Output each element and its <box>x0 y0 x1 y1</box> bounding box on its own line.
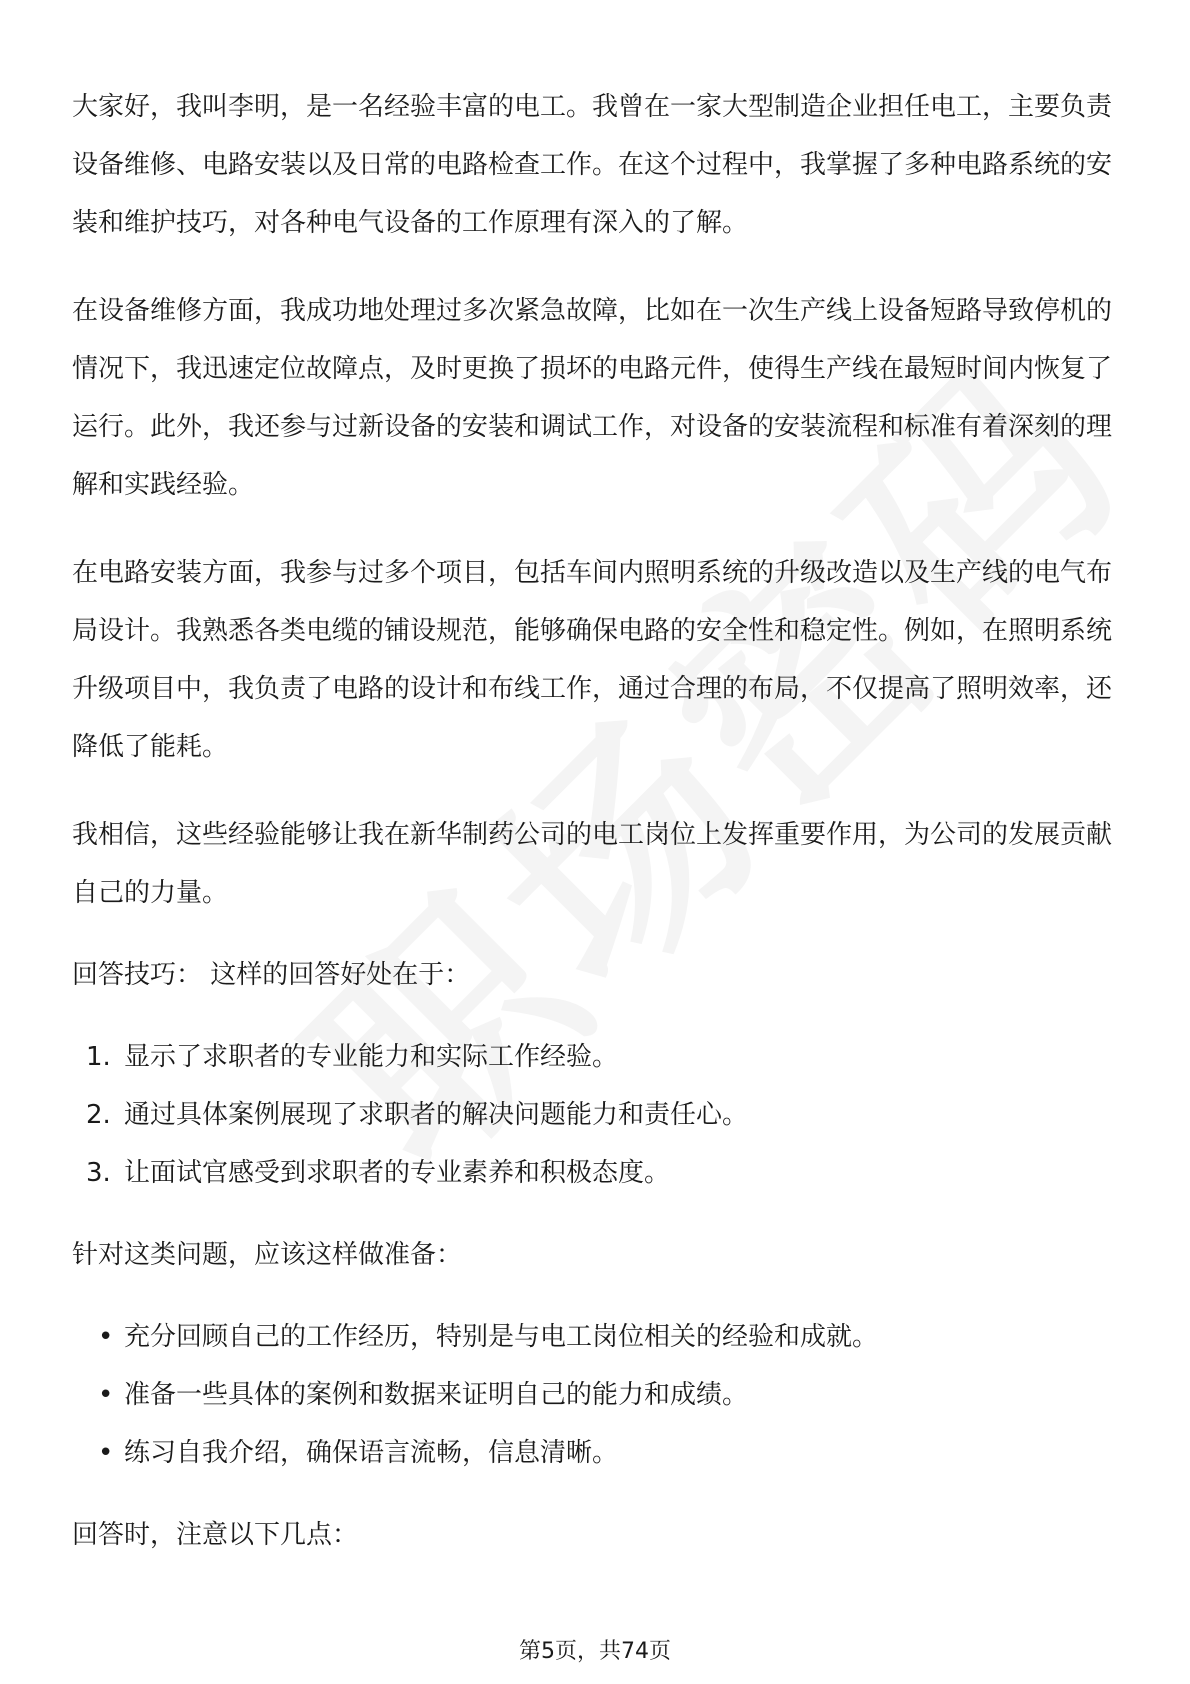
list-number: 3. <box>86 1158 111 1188</box>
list-number: 1. <box>86 1042 111 1072</box>
list-item-text: 通过具体案例展现了求职者的解决问题能力和责任心。 <box>124 1100 749 1130</box>
paragraph-conclusion: 我相信，这些经验能够让我在新华制药公司的电工岗位上发挥重要作用，为公司的发展贡献自己的力量。 <box>72 820 1113 908</box>
paragraph-installation: 在电路安装方面，我参与过多个项目，包括车间内照明系统的升级改造以及生产线的电气布局设计。我熟悉各类电缆的铺设规范，能够确保电路的安全性和稳定性。例如，在照明系统升级项目中，我负责了电路的设计和布线工作，通过合理的布局，不仅提高了照明效率，还降低了能耗。 <box>72 558 1113 762</box>
page-content <box>72 78 1122 1564</box>
list-item <box>72 1028 1122 1086</box>
list-item-text: 显示了求职者的专业能力和实际工作经验。 <box>124 1042 619 1072</box>
list-item-text: 练习自我介绍，确保语言流畅，信息清晰。 <box>124 1438 619 1468</box>
list-item <box>72 1086 1122 1144</box>
prep-list <box>72 1308 1122 1482</box>
tips-heading: 回答技巧： 这样的回答好处在于： <box>72 960 471 990</box>
prep-heading: 针对这类问题，应该这样做准备： <box>72 1240 463 1270</box>
page-footer: 第5页，共74页 <box>519 1639 671 1664</box>
list-item <box>72 1366 1122 1424</box>
list-item <box>72 1308 1122 1366</box>
bullet-icon: • <box>98 1438 114 1468</box>
list-item-text: 让面试官感受到求职者的专业素养和积极态度。 <box>124 1158 671 1188</box>
paragraph-maintenance: 在设备维修方面，我成功地处理过多次紧急故障，比如在一次生产线上设备短路导致停机的情况下，我迅速定位故障点，及时更换了损坏的电路元件，使得生产线在最短时间内恢复了运行。此外，我还参与过新设备的安装和调试工作，对设备的安装流程和标准有着深刻的理解和实践经验。 <box>72 296 1113 500</box>
bullet-icon: • <box>98 1380 114 1410</box>
bullet-icon: • <box>98 1322 114 1352</box>
list-item-text: 准备一些具体的案例和数据来证明自己的能力和成绩。 <box>124 1380 749 1410</box>
list-number: 2. <box>86 1100 111 1130</box>
tips-list <box>72 1028 1122 1202</box>
list-item-text: 充分回顾自己的工作经历，特别是与电工岗位相关的经验和成就。 <box>124 1322 879 1352</box>
answer-heading: 回答时，注意以下几点： <box>72 1520 359 1550</box>
paragraph-intro: 大家好，我叫李明，是一名经验丰富的电工。我曾在一家大型制造企业担任电工，主要负责设备维修、电路安装以及日常的电路检查工作。在这个过程中，我掌握了多种电路系统的安装和维护技巧，对各种电气设备的工作原理有深入的了解。 <box>72 92 1113 238</box>
list-item <box>72 1144 1122 1202</box>
list-item <box>72 1424 1122 1482</box>
